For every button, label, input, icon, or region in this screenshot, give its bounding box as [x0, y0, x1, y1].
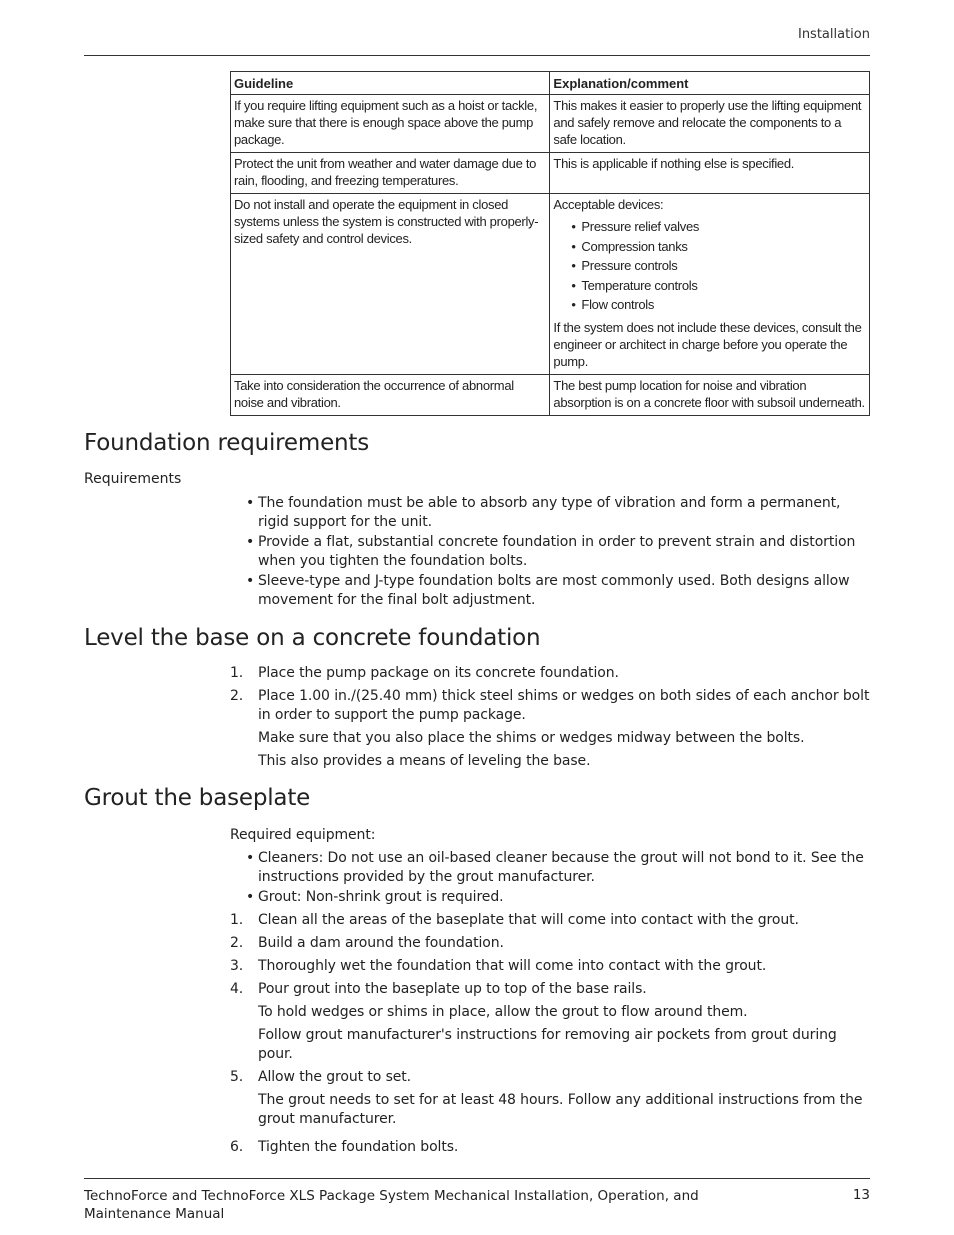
heading-grout-baseplate: Grout the baseplate — [84, 785, 311, 811]
table-row — [231, 374, 870, 415]
step-note: Follow grout manufacturer's instructions for removing air pockets from grout during pour. — [258, 1027, 837, 1062]
devices-outro: If the system does not include these devices, consult the engineer or architect in charge before you operate the pump. — [553, 319, 862, 369]
step-item: 6. Tighten the foundation bolts. — [230, 1139, 459, 1155]
step-item: 1. Clean all the areas of the baseplate that will come into contact with the grout. — [230, 912, 799, 928]
step-note: Make sure that you also place the shims or wedges midway between the bolts. — [258, 730, 805, 746]
subheading-requirements: Requirements — [84, 471, 182, 487]
footer-rule — [84, 1178, 870, 1179]
guidelines-table — [230, 71, 870, 416]
heading-level-base: Level the base on a concrete foundation — [84, 625, 541, 651]
list-item: • Sleeve-type and J-type foundation bolts are most commonly used. Both designs allow movement for the final bolt adjustment. — [246, 573, 850, 608]
page-number: 13 — [852, 1187, 870, 1203]
explanation-cell: The best pump location for noise and vibration absorption is on a concrete floor with subsoil underneath. — [550, 374, 870, 415]
guideline-cell: Take into consideration the occurrence of abnormal noise and vibration. — [231, 374, 550, 415]
foundation-bullet-list — [230, 494, 870, 611]
step-note: To hold wedges or shims in place, allow the grout to flow around them. — [258, 1004, 748, 1020]
device-item: • Temperature controls — [581, 276, 866, 296]
device-item: • Compression tanks — [581, 237, 866, 257]
header-rule — [84, 55, 870, 56]
table-row — [231, 153, 870, 194]
step-item: 3. Thoroughly wet the foundation that will come into contact with the grout. — [230, 958, 767, 974]
table-header-row — [231, 72, 870, 95]
step-item: 4. Pour grout into the baseplate up to top of the base rails. — [230, 981, 647, 997]
list-item: • The foundation must be able to absorb any type of vibration and form a permanent, rigid support for the unit. — [246, 495, 841, 530]
step-item: 2. Build a dam around the foundation. — [230, 935, 504, 951]
guideline-cell: Protect the unit from weather and water damage due to rain, flooding, and freezing temperatures. — [231, 153, 550, 194]
devices-list — [553, 217, 866, 315]
table-row — [231, 194, 870, 375]
step-note: The grout needs to set for at least 48 hours. Follow any additional instructions from the grout manufacturer. — [258, 1092, 863, 1127]
table-header-guideline: Guideline — [231, 72, 550, 95]
running-header: Installation — [797, 27, 870, 42]
heading-foundation-requirements: Foundation requirements — [84, 430, 370, 456]
step-note: This also provides a means of leveling the base. — [258, 753, 591, 769]
explanation-cell — [550, 194, 870, 375]
table-header-explanation: Explanation/comment — [550, 72, 870, 95]
explanation-cell: This makes it easier to properly use the lifting equipment and safely remove and relocate the components to a safe location. — [550, 95, 870, 153]
step-item: 2. Place 1.00 in./(25.40 mm) thick steel shims or wedges on both sides of each anchor bolt in order to support the pump package. — [230, 688, 870, 723]
grout-section — [230, 826, 870, 1157]
guideline-cell: If you require lifting equipment such as a hoist or tackle, make sure that there is enough space above the pump package. — [231, 95, 550, 153]
step-item: 5. Allow the grout to set. — [230, 1069, 412, 1085]
device-item: • Flow controls — [581, 295, 866, 315]
footer-title: TechnoForce and TechnoForce XLS Package System Mechanical Installation, Operation, and Maintenance Manual — [84, 1188, 699, 1222]
table-row — [231, 95, 870, 153]
list-item: • Cleaners: Do not use an oil-based cleaner because the grout will not bond to it. See the instructions provided by the grout manufacturer. — [246, 850, 864, 885]
devices-intro: Acceptable devices: — [553, 197, 664, 212]
explanation-cell: This is applicable if nothing else is specified. — [550, 153, 870, 194]
device-item: • Pressure relief valves — [581, 217, 866, 237]
list-item: • Provide a flat, substantial concrete foundation in order to prevent strain and distortion when you tighten the foundation bolts. — [246, 534, 856, 569]
list-item: • Grout: Non-shrink grout is required. — [246, 889, 504, 905]
level-steps — [230, 664, 870, 771]
guideline-cell: Do not install and operate the equipment in closed systems unless the system is constructed with properly-sized safety and control devices. — [231, 194, 550, 375]
required-equipment-label: Required equipment: — [230, 827, 376, 843]
device-item: • Pressure controls — [581, 256, 866, 276]
step-item: 1. Place the pump package on its concrete foundation. — [230, 665, 619, 681]
